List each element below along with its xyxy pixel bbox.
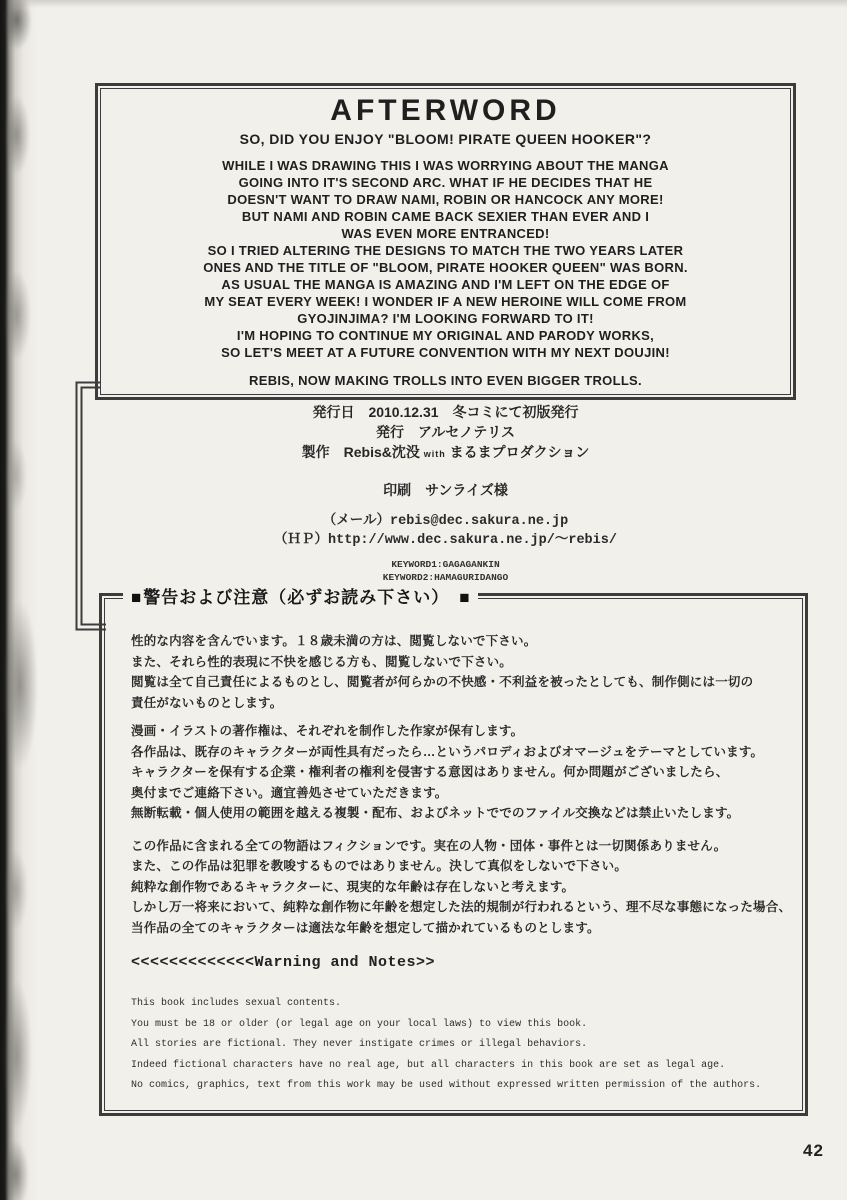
warning-box bbox=[104, 588, 803, 1111]
warning-jp-line: また、それら性的表現に不快を感じる方も、閲覧しないで下さい。 bbox=[131, 654, 513, 669]
paper-blotch bbox=[2, 980, 32, 1130]
warning-jp-line: 性的な内容を含んでいます。１８歳未満の方は、閲覧しないで下さい。 bbox=[131, 634, 537, 648]
warning-jp-line: 漫画・イラストの著作権は、それぞれを制作した作家が保有します。 bbox=[131, 724, 524, 738]
warning-en-line: This book includes sexual contents. bbox=[131, 998, 342, 1009]
warning-en-line: Indeed fictional characters have no real age, but all characters in this book are set as legal age. bbox=[131, 1059, 726, 1071]
colophon-production-with: with bbox=[423, 449, 446, 459]
warning-title: 警告および注意（必ずお読み下さい） bbox=[143, 588, 450, 607]
warning-jp-line: 各作品は、既存のキャラクターが両性具有だったら…というパロディおよびオマージュをテーマとしています。 bbox=[131, 744, 764, 759]
warning-jp-line: また、この作品は犯罪を教唆するものではありません。決して真似をしないで下さい。 bbox=[131, 859, 628, 873]
paper-blotch bbox=[5, 440, 27, 510]
afterword-box bbox=[100, 88, 791, 395]
afterword-signoff: REBIS, NOW MAKING TROLLS INTO EVEN BIGGER TROLLS. bbox=[249, 373, 642, 388]
warning-jp-line: 閲覧は全て自己責任によるものとし、閲覧者が何らかの不快感・不利益を被ったとしても、制作側には一切の bbox=[131, 675, 754, 689]
afterword-title: AFTERWORD bbox=[330, 94, 561, 127]
colophon-homepage: （ＨＰ）http://www.dec.sakura.ne.jp/～rebis/ bbox=[274, 533, 617, 548]
warning-notes-heading: <<<<<<<<<<<<<Warning and Notes>> bbox=[131, 954, 436, 971]
afterword-line: WAS EVEN MORE ENTRANCED! bbox=[341, 226, 550, 241]
paper-blotch bbox=[3, 270, 31, 360]
colophon-printer: 印刷 サンライズ様 bbox=[383, 482, 508, 498]
afterword-body bbox=[101, 157, 790, 361]
colophon-keyword2: KEYWORD2:HAMAGURIDANGO bbox=[382, 572, 509, 583]
afterword-line: MY SEAT EVERY WEEK! I WONDER IF A NEW HEROINE WILL COME FROM bbox=[204, 294, 687, 309]
colophon bbox=[100, 402, 791, 584]
warning-jp-line: この作品に含まれる全ての物語はフィクションです。実在の人物・団体・事件とは一切関係ありません。 bbox=[131, 838, 727, 853]
warning-jp-line: 純粋な創作物であるキャラクターに、現実的な年齢は存在しないと考えます。 bbox=[131, 879, 575, 894]
warning-jp-line: 無断転載・個人使用の範囲を越える複製・配布、およびネットででのファイル交換などは禁止いたします。 bbox=[131, 806, 740, 820]
warning-content bbox=[131, 631, 792, 1097]
warning-en-line: No comics, graphics, text from this work may be used without expressed written permission of the authors. bbox=[131, 1080, 762, 1091]
paper-blotch bbox=[4, 95, 30, 175]
colophon-publish-date: 発行日 2010.12.31 冬コミにて初版発行 bbox=[312, 404, 579, 420]
black-square-icon: ■ bbox=[131, 588, 142, 607]
black-square-icon: ■ bbox=[459, 588, 470, 607]
afterword-line: GOING INTO IT'S SECOND ARC. WHAT IF HE DECIDES THAT HE bbox=[238, 175, 653, 190]
afterword-subtitle: SO, DID YOU ENJOY "BLOOM! PIRATE QUEEN HOOKER"? bbox=[239, 131, 652, 147]
paper-blotch bbox=[4, 850, 28, 930]
warning-jp-line: しかし万一将来において、純粋な創作物に年齢を想定した法的規制が行われるという、理不尽な事態になった場合、 bbox=[131, 900, 792, 914]
afterword-line: SO I TRIED ALTERING THE DESIGNS TO MATCH THE TWO YEARS LATER bbox=[207, 243, 684, 258]
warning-en-line: You must be 18 or older (or legal age on your local laws) to view this book. bbox=[131, 1018, 588, 1030]
colophon-keyword1: KEYWORD1:GAGAGANKIN bbox=[391, 559, 500, 570]
afterword-line: WHILE I WAS DRAWING THIS I WAS WORRYING ABOUT THE MANGA bbox=[222, 158, 669, 173]
warning-jp-line: 当作品の全てのキャラクターは適法な年齢を想定して描かれているものとします。 bbox=[131, 920, 600, 935]
afterword-line: AS USUAL THE MANGA IS AMAZING AND I'M LEFT ON THE EDGE OF bbox=[221, 277, 670, 292]
afterword-line: I'M HOPING TO CONTINUE MY ORIGINAL AND PARODY WORKS, bbox=[236, 328, 655, 343]
colophon-production-right: まるまプロダクション bbox=[449, 444, 590, 460]
warning-header bbox=[123, 585, 478, 611]
afterword-line: BUT NAMI AND ROBIN CAME BACK SEXIER THAN EVER AND I bbox=[241, 209, 650, 224]
warning-en-line: All stories are fictional. They never instigate crimes or illegal behaviors. bbox=[131, 1039, 588, 1050]
colophon-production-left: 製作 Rebis&沈没 bbox=[301, 444, 420, 460]
paper-blotch bbox=[3, 1140, 29, 1200]
colophon-production bbox=[100, 442, 791, 464]
warning-jp-line: 責任がないものとします。 bbox=[131, 695, 283, 710]
afterword-line: ONES AND THE TITLE OF "BLOOM, PIRATE HOOKER QUEEN" WAS BORN. bbox=[203, 260, 688, 275]
warning-english-block bbox=[131, 994, 782, 1097]
page-number: 42 bbox=[803, 1141, 824, 1160]
afterword-line: DOESN'T WANT TO DRAW NAMI, ROBIN OR HANCOCK ANY MORE! bbox=[227, 192, 664, 207]
afterword-line: GYOJINJIMA? I'M LOOKING FORWARD TO IT! bbox=[297, 311, 594, 326]
warning-paragraph-3 bbox=[131, 836, 792, 939]
colophon-publisher: 発行 アルセノテリス bbox=[375, 424, 516, 440]
warning-paragraph-1 bbox=[131, 631, 782, 713]
warning-jp-line: 奥付までご連絡下さい。適宜善処させていただきます。 bbox=[131, 785, 448, 800]
afterword-line: SO LET'S MEET AT A FUTURE CONVENTION WITH MY NEXT DOUJIN! bbox=[221, 345, 670, 360]
warning-jp-line: キャラクターを保有する企業・権利者の権利を侵害する意図はありません。何か問題がございましたら、 bbox=[131, 765, 729, 779]
paper-blotch bbox=[2, 600, 38, 770]
warning-paragraph-2 bbox=[131, 721, 782, 824]
paper-top-smudge bbox=[0, 0, 847, 8]
colophon-email: （メール）rebis@dec.sakura.ne.jp bbox=[322, 514, 569, 529]
